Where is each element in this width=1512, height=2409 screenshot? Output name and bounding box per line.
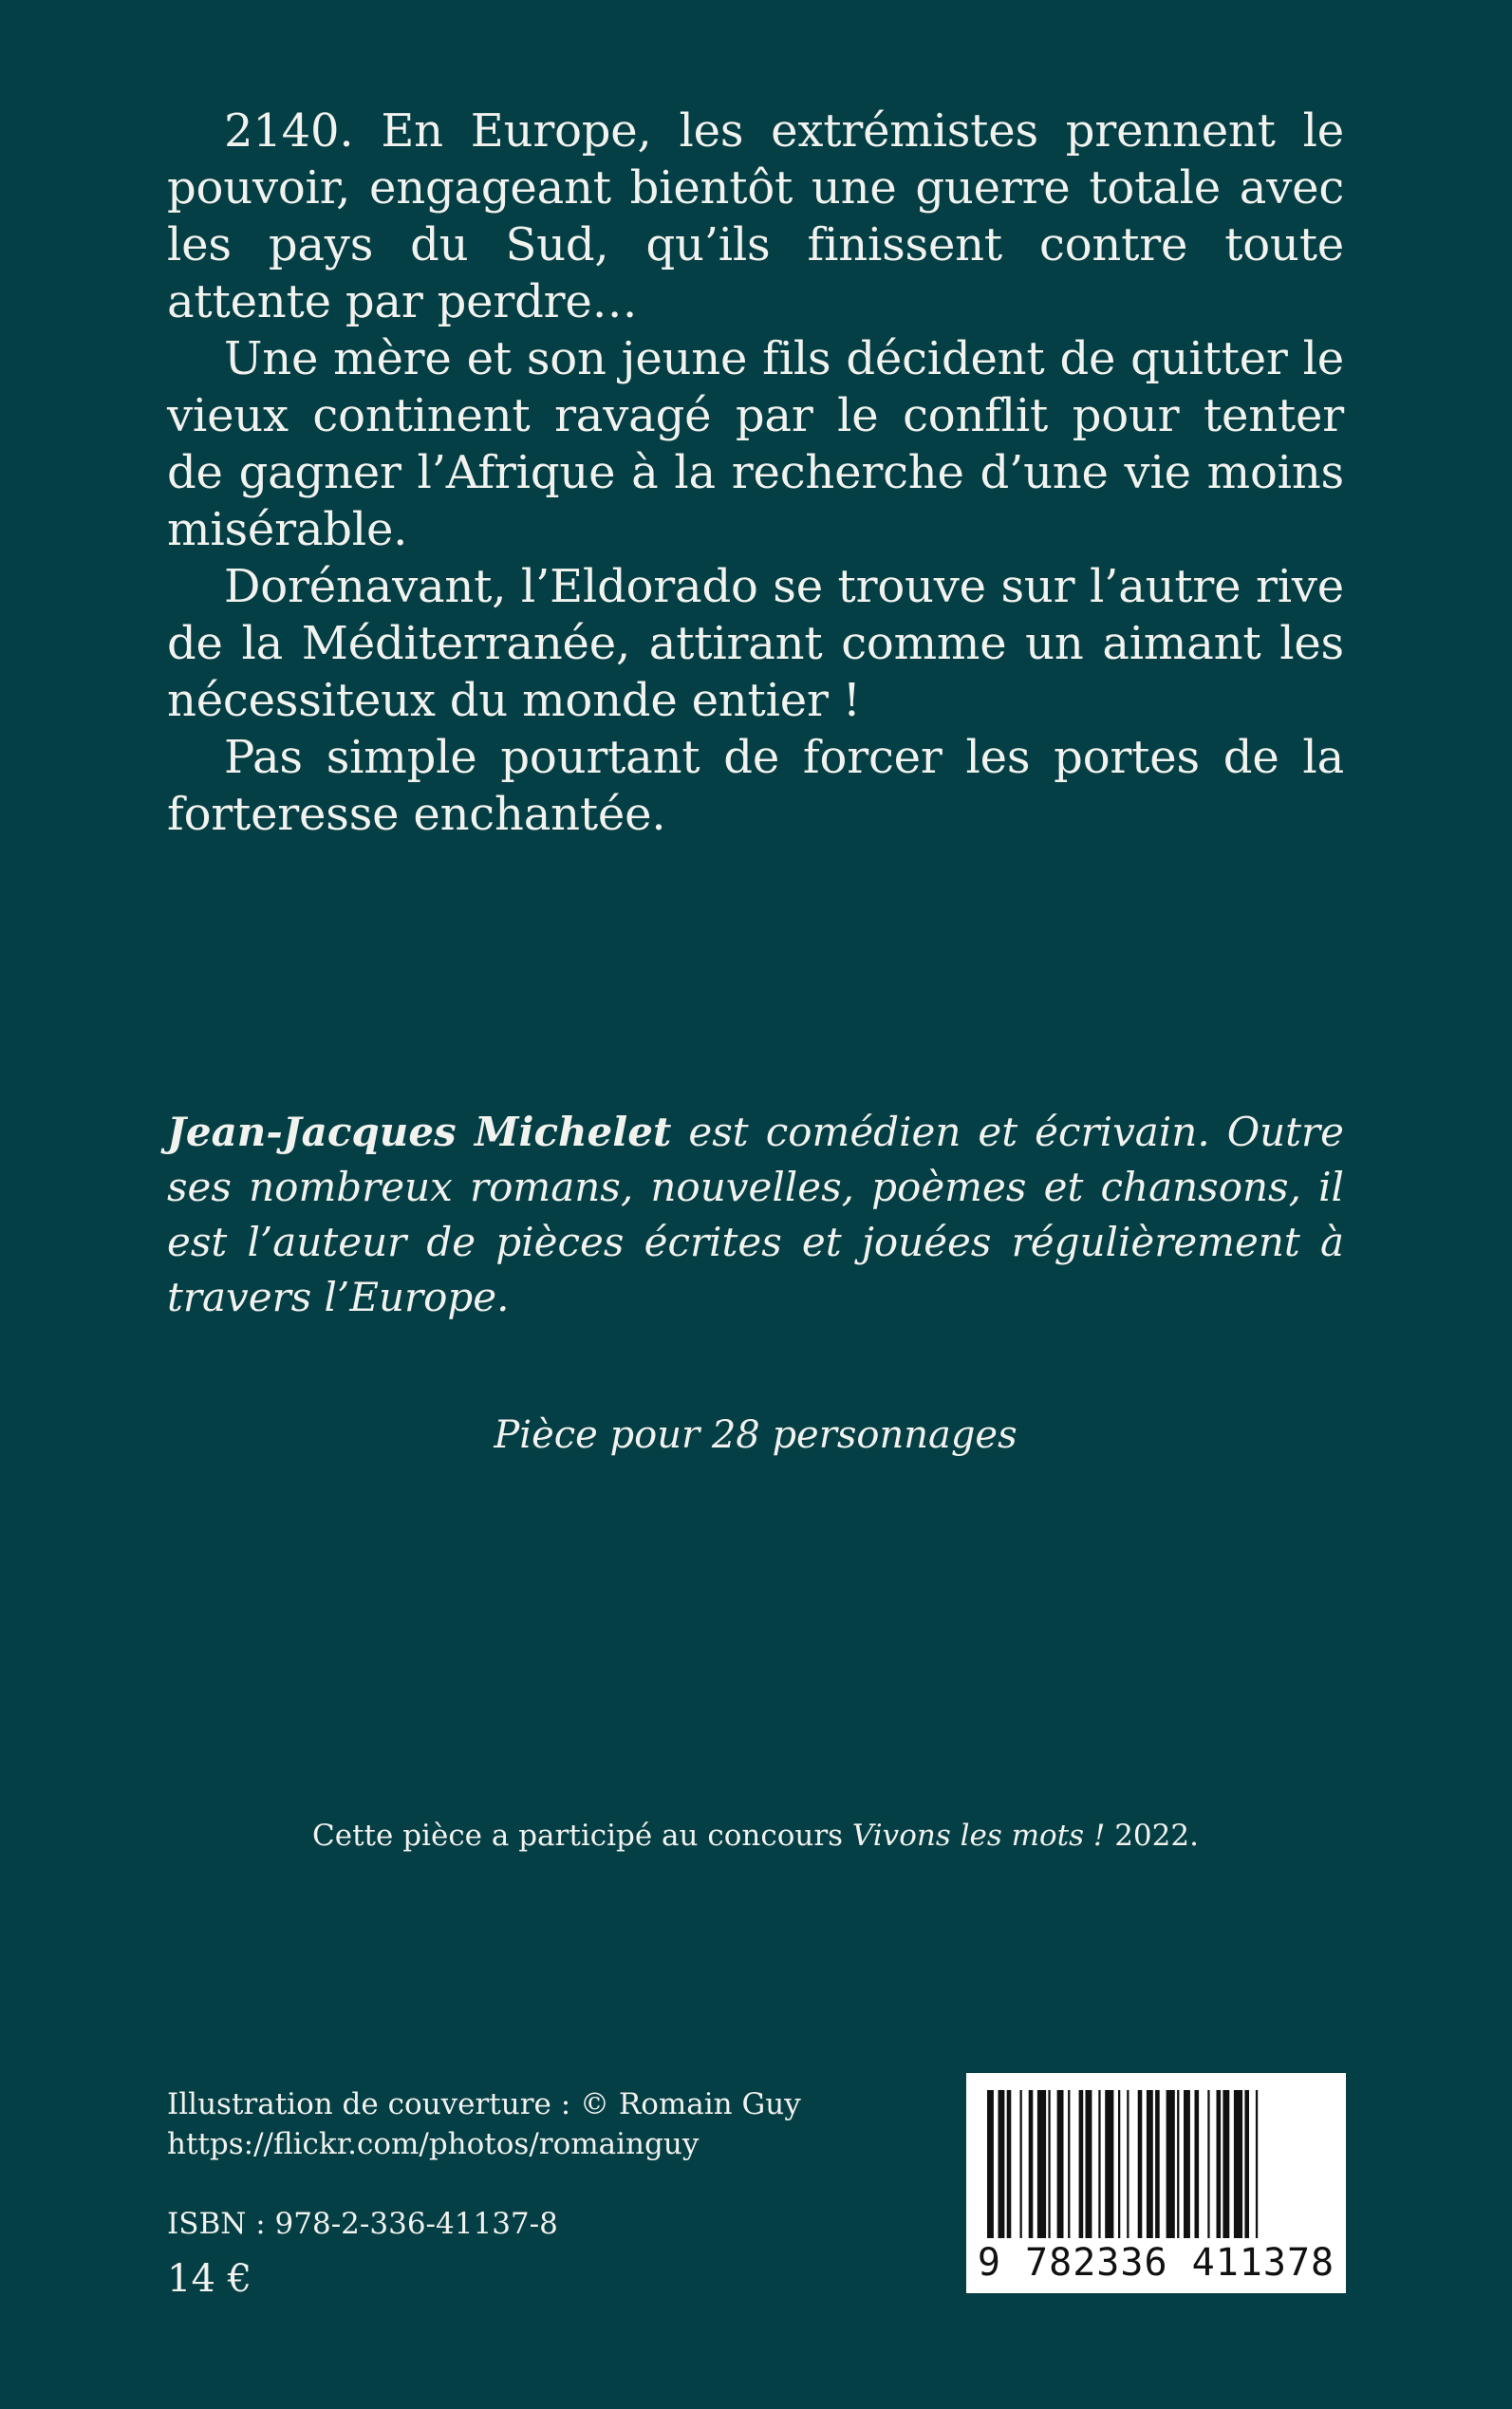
- barcode-bar: [1223, 2090, 1229, 2238]
- contest-suffix: 2022.: [1105, 1819, 1199, 1853]
- author-bio-text: est comédien et écrivain. Outre ses nombreux romans, nouvelles, poèmes et chansons, il est l’auteur de pièces écrites et jouées régulièrement à travers l’Europe.: [167, 1109, 1344, 1320]
- barcode-bar: [1195, 2090, 1200, 2238]
- back-cover-summary: [167, 103, 1344, 843]
- author-name: Jean-Jacques Michelet: [167, 1109, 672, 1155]
- barcode-bar: [1207, 2090, 1209, 2238]
- barcode-bar: [1086, 2090, 1092, 2238]
- barcode-bar: [1098, 2090, 1100, 2238]
- barcode-bar: [1057, 2090, 1064, 2238]
- contest-prefix: Cette pièce a participé au concours: [312, 1819, 852, 1853]
- barcode-bar: [1234, 2090, 1242, 2238]
- summary-paragraph: Dorénavant, l’Eldorado se trouve sur l’autre rive de la Méditerranée, attirant comme un aimant les nécessiteux du monde entier !: [167, 560, 1344, 727]
- barcode-bar: [1127, 2090, 1129, 2238]
- barcode-bar: [1105, 2090, 1113, 2238]
- barcode-bars: [966, 2073, 1346, 2244]
- summary-paragraph: Pas simple pourtant de forcer les portes de la forteresse enchantée.: [167, 731, 1344, 841]
- barcode-bar: [1068, 2090, 1070, 2238]
- barcode-bar: [987, 2090, 994, 2238]
- contest-name: Vivons les mots !: [851, 1819, 1106, 1853]
- author-bio: [167, 1105, 1344, 1325]
- summary-paragraph: Une mère et son jeune fils décident de quitter le vieux continent ravagé par le conflit pour tenter de gagner l’Afrique à la recherche d’une vie moins misérable.: [167, 332, 1344, 556]
- barcode-bar: [1256, 2090, 1258, 2238]
- barcode-bar: [1037, 2090, 1046, 2238]
- barcode-bar: [1167, 2090, 1175, 2238]
- price: 14 €: [167, 2257, 252, 2301]
- barcode-bar: [1177, 2090, 1179, 2238]
- illustration-credit: Illustration de couverture : © Romain Guy: [167, 2087, 801, 2121]
- illustration-url: https://flickr.com/photos/romainguy: [167, 2127, 700, 2161]
- barcode-bar: [1184, 2090, 1190, 2238]
- barcode-bar: [1007, 2090, 1012, 2238]
- barcode-digits: 9 782336 411378: [977, 2241, 1335, 2285]
- barcode: [966, 2073, 1346, 2293]
- barcode-bar: [1118, 2090, 1120, 2238]
- barcode-bar: [1020, 2090, 1022, 2238]
- summary-paragraph: 2140. En Europe, les extrémistes prennent le pouvoir, engageant bientôt une guerre totale avec les pays du Sud, qu’ils finissent contre toute attente par perdre…: [167, 104, 1344, 328]
- cast-note: Pièce pour 28 personnages: [494, 1413, 1017, 1457]
- barcode-bar: [1079, 2090, 1084, 2238]
- barcode-bar: [1147, 2090, 1153, 2238]
- barcode-bar: [1244, 2090, 1249, 2238]
- isbn: ISBN : 978-2-336-41137-8: [167, 2207, 558, 2241]
- barcode-bar: [1029, 2090, 1034, 2238]
- illustration-credits: [167, 2084, 801, 2164]
- barcode-bar: [1048, 2090, 1050, 2238]
- barcode-bar: [1217, 2090, 1222, 2238]
- barcode-bar: [1138, 2090, 1143, 2238]
- barcode-bar: [1155, 2090, 1160, 2238]
- barcode-bar: [999, 2090, 1005, 2238]
- contest-note: [167, 1815, 1344, 1857]
